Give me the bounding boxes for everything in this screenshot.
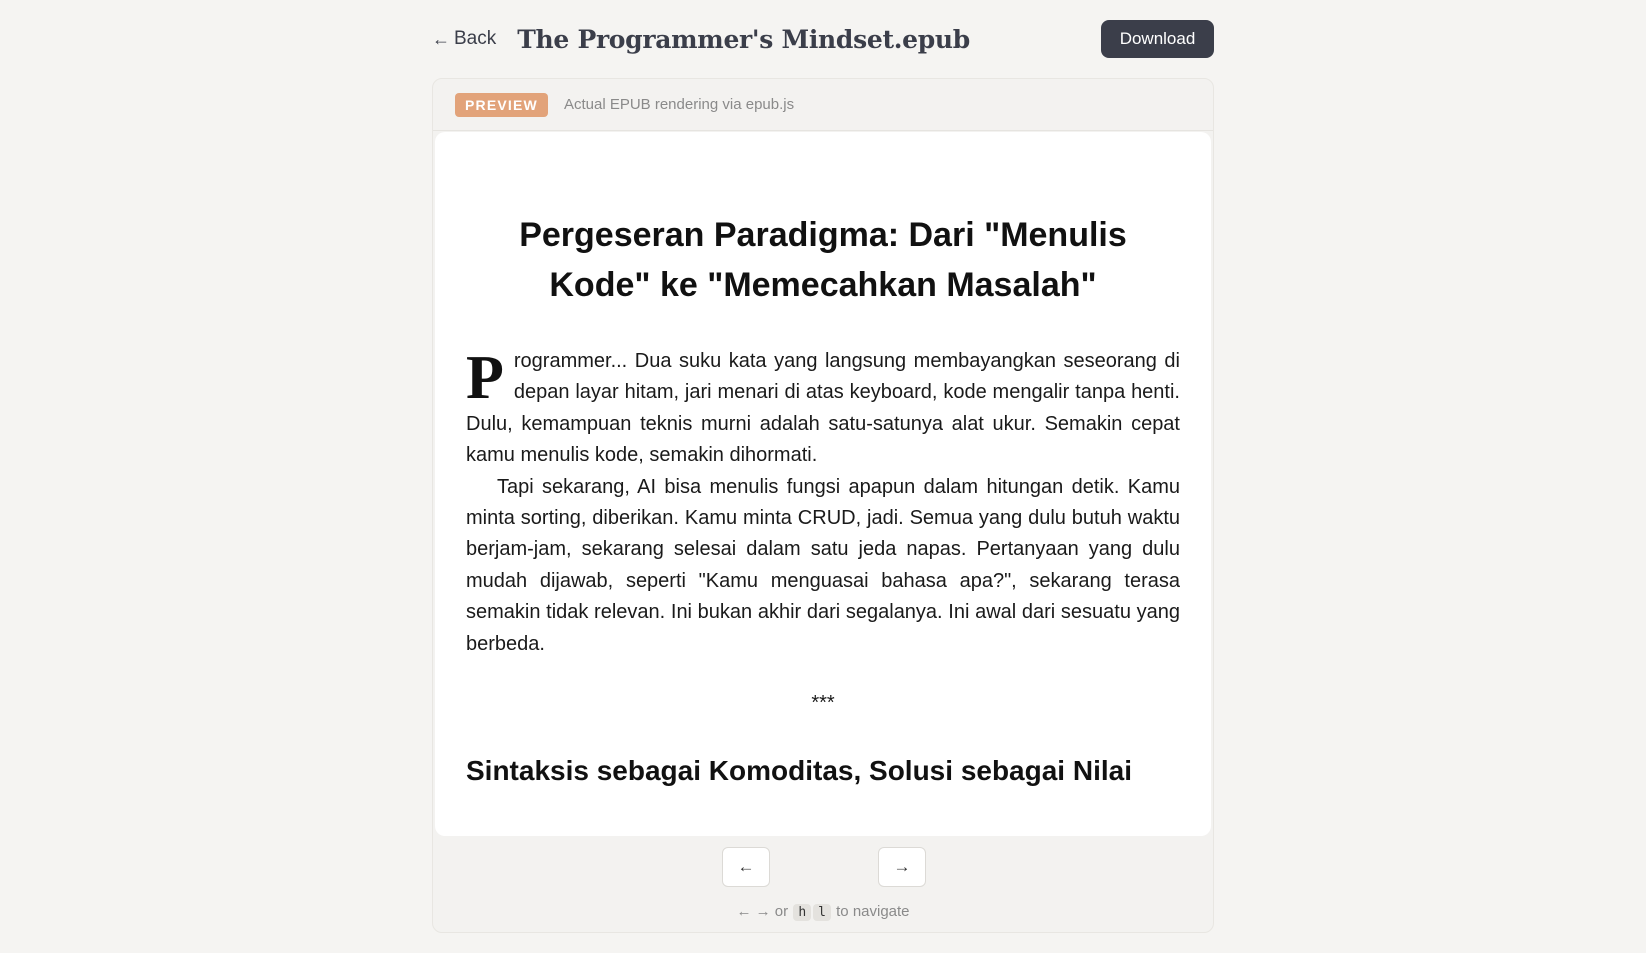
- chapter-title: Pergeseran Paradigma: Dari "Menulis Kode" ke "Memecahkan Masalah": [519, 216, 1127, 304]
- hint-suffix: to navigate: [836, 903, 910, 920]
- back-label: Back: [454, 28, 497, 49]
- chapter-body: [466, 346, 1180, 660]
- book-page[interactable]: [435, 132, 1211, 836]
- arrow-left-icon: ←: [737, 857, 755, 876]
- back-button[interactable]: [432, 28, 496, 50]
- download-button[interactable]: Download: [1101, 20, 1214, 58]
- hint-arrows: ← → or: [736, 903, 789, 920]
- key-l: l: [813, 904, 831, 921]
- preview-caption: Actual EPUB rendering via epub.js: [563, 96, 795, 113]
- key-h: h: [793, 904, 811, 921]
- next-page-button[interactable]: [878, 847, 926, 887]
- paragraph-1: [466, 346, 1180, 472]
- drop-cap: P: [466, 344, 504, 412]
- epub-viewer: [432, 78, 1214, 933]
- previous-page-button[interactable]: [722, 847, 770, 887]
- scene-break: ***: [811, 692, 835, 715]
- preview-badge: PREVIEW: [455, 93, 548, 117]
- navigation-hint: [433, 903, 1213, 921]
- section-title: Sintaksis sebagai Komoditas, Solusi sebagai Nilai: [466, 755, 1132, 787]
- arrow-left-icon: ←: [432, 29, 450, 49]
- book-title: The Programmer's Mindset.epub: [517, 24, 970, 54]
- paragraph-2: Tapi sekarang, AI bisa menulis fungsi apapun dalam hitungan detik. Kamu minta sorting, diberikan. Kamu minta CRUD, jadi. Semua yang dulu butuh waktu berjam-jam, sekarang selesai dalam satu jeda napas. Pertanyaan yang dulu mudah dijawab, seperti "Kamu menguasai bahasa apa?", sekarang terasa semakin tidak relevan. Ini bukan akhir dari segalanya. Ini awal dari sesuatu yang berbeda.: [466, 475, 1180, 655]
- top-bar: [432, 20, 1214, 58]
- arrow-right-icon: →: [893, 857, 911, 876]
- viewer-header: [433, 79, 1213, 131]
- paragraph-1-text: rogrammer... Dua suku kata yang langsung membayangkan seseorang di depan layar hitam, jari menari di atas keyboard, kode mengalir tanpa henti. Dulu, kemampuan teknis murni adalah satu-satunya alat ukur. Semakin cepat kamu menulis kode, semakin dihormati.: [466, 350, 1180, 467]
- page-navigation: [433, 847, 1213, 887]
